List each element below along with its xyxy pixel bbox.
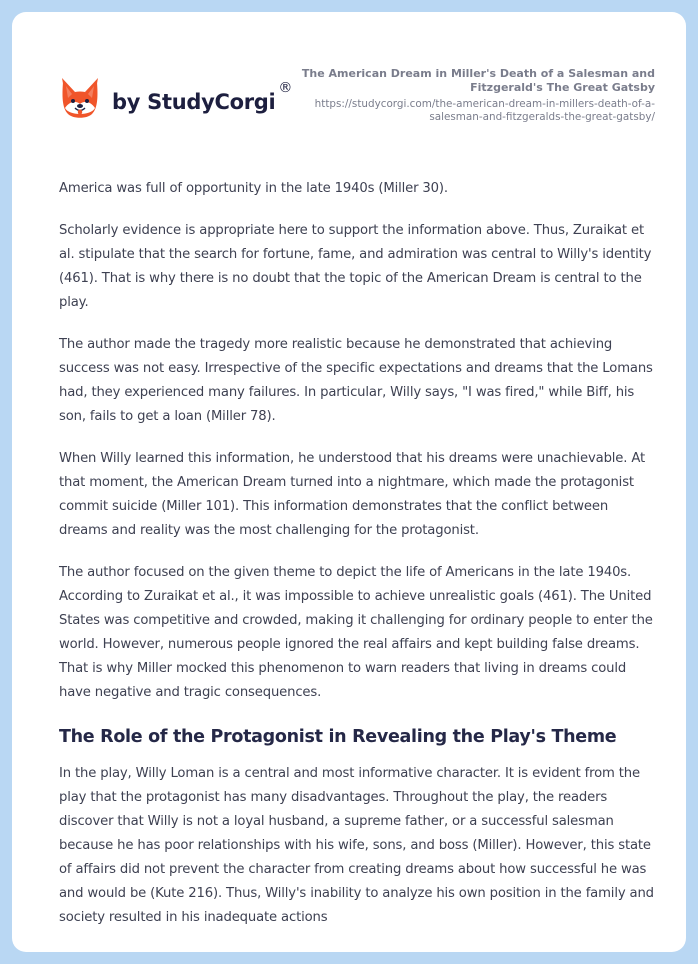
paragraph: Scholarly evidence is appropriate here to support the information above. Thus, Zuraikat et al. stipulate that the search for fortune, fame, and admiration was central to Willy's identity (461). That is why there is no doubt that the topic of the American Dream is central to the play.: [59, 223, 652, 310]
corgi-logo-icon: [60, 76, 100, 120]
section-heading: The Role of the Protagonist in Revealing the Play's Theme: [59, 727, 617, 747]
paragraph: When Willy learned this information, he understood that his dreams were unachievable. At that moment, the American Dream turned into a nightmare, which made the protagonist commit suicide (Miller 101). This information demonstrates that the conflict between dreams and reality was the most challenging for the protagonist.: [59, 451, 646, 538]
brand-name: by StudyCorgi: [112, 90, 276, 114]
document-page: [12, 12, 686, 952]
paragraph: America was full of opportunity in the late 1940s (Miller 30).: [59, 181, 448, 196]
brand-logo[interactable]: [60, 76, 292, 120]
paragraph: In the play, Willy Loman is a central and most informative character. It is evident from the play that the protagonist has many disadvantages. Throughout the play, the readers discover that Willy is not a loyal husband, a supreme father, or a successful salesman because he has poor relationships with his wife, sons, and boss (Miller). However, this state of affairs did not prevent the character from creating dreams about how successful he was and would be (Kute 216). Thus, Willy's inability to analyze his own position in the family and society resulted in his inadequate actions: [59, 766, 654, 925]
page-header: [12, 12, 686, 162]
paragraph: The author focused on the given theme to depict the life of Americans in the late 1940s. According to Zuraikat et al., it was impossible to achieve unrealistic goals (461). The United States was competitive and crowded, making it challenging for ordinary people to enter the world. However, numerous people ignored the real affairs and kept building false dreams. That is why Miller mocked this phenomenon to warn readers that living in dreams could have negative and tragic consequences.: [59, 565, 653, 700]
paragraph: The author made the tragedy more realistic because he demonstrated that achieving success was not easy. Irrespective of the specific expectations and dreams that the Lomans had, they experienced many failures. In particular, Willy says, "I was fired," while Biff, his son, fails to get a loan (Miller 78).: [59, 337, 653, 424]
article-body: [59, 177, 659, 948]
document-meta: [275, 67, 655, 124]
document-url[interactable]: https://studycorgi.com/the-american-dream-in-millers-death-of-a-salesman-and-fitzgeralds-the-great-gatsby/: [314, 98, 655, 123]
document-title: The American Dream in Miller's Death of a Salesman and Fitzgerald's The Great Gatsby: [301, 67, 655, 94]
registered-mark: ®: [278, 80, 293, 96]
